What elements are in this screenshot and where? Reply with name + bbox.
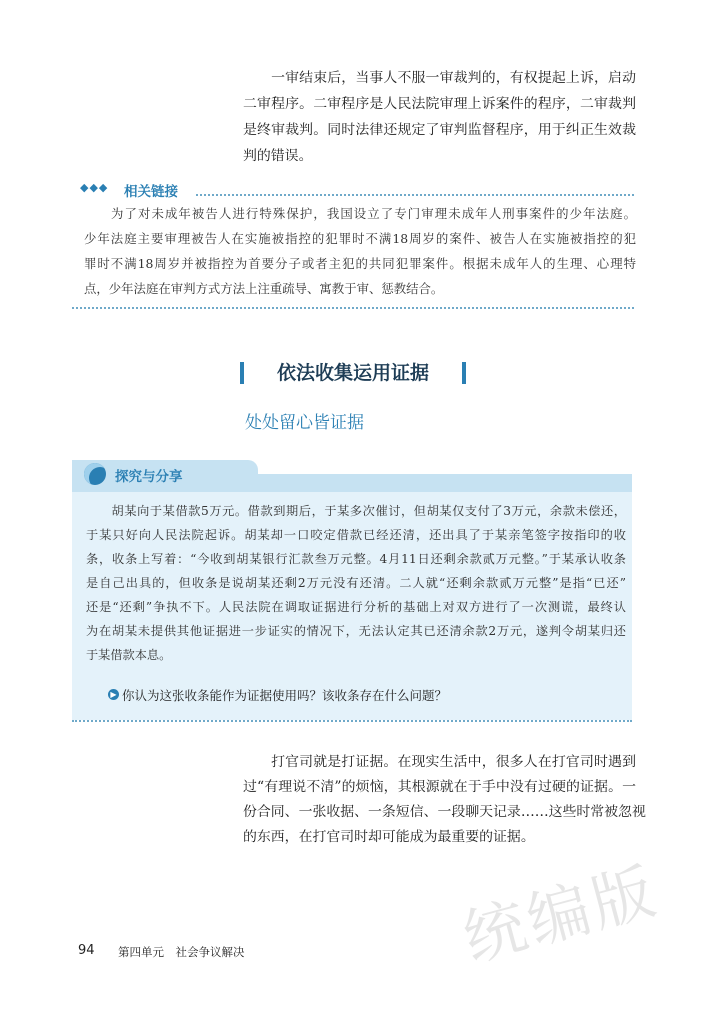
section-title: 依法收集运用证据 <box>276 362 429 384</box>
text-line: 为在胡某未提供其他证据进一步证实的情况下，无法认定其已还清余款2万元，遂判令胡某归还 <box>86 624 626 638</box>
section-heading <box>240 358 466 388</box>
related-link-title: 相关链接 <box>124 184 178 200</box>
unit-title: 第四单元 社会争议解决 <box>118 945 245 959</box>
text-line: 二审程序。二审程序是人民法院审理上诉案件的程序，二审裁判 <box>243 96 636 112</box>
divider <box>196 194 634 196</box>
text-line: 胡某向于某借款5万元。借款到期后，于某多次催讨，但胡某仅支付了3万元，余款未偿还， <box>86 504 626 518</box>
text-line: 一审结束后，当事人不服一审裁判的，有权提起上诉，启动 <box>243 70 636 86</box>
text-line: 罪时不满18周岁并被指控为首要分子或者主犯的共同犯罪案件。根据未成年人的生理、心理特 <box>84 256 636 271</box>
bar-right <box>462 362 466 384</box>
question-text: 你认为这张收条能作为证据使用吗？该收条存在什么问题？ <box>122 688 448 703</box>
text-line: 是自己出具的，但收条是说胡某还剩2万元没有还清。二人就“还剩余款贰万元整”是指“已还” <box>86 576 626 590</box>
text-line: 条，收条上写着：“今收到胡某银行汇款叁万元整。4月11日还剩余款贰万元整。”于某承认收条 <box>86 552 626 566</box>
subsection-title: 处处留心皆证据 <box>245 413 364 433</box>
diamond-icons: ◆◆◆ <box>80 181 109 194</box>
page-number: 94 <box>78 943 95 958</box>
text-line: 份合同、一张收据、一条短信、一段聊天记录……这些时常被忽视 <box>243 804 646 820</box>
text-line: 打官司就是打证据。在现实生活中，很多人在打官司时遇到 <box>243 754 636 770</box>
explore-icon <box>84 463 106 485</box>
text-line: 为了对未成年被告人进行特殊保护，我国设立了专门审理未成年人刑事案件的少年法庭。 <box>84 206 636 221</box>
text-line: 的东西，在打官司时却可能成为最重要的证据。 <box>243 829 535 845</box>
arrow-icon: ▶ <box>108 689 119 700</box>
text-line: 还是“还剩”争执不下。人民法院在调取证据进行分析的基础上对双方进行了一次测谎，最终认 <box>86 600 626 614</box>
text-line: 是终审裁判。同时法律还规定了审判监督程序，用于纠正生效裁 <box>243 122 636 138</box>
text-line: 于某借款本息。 <box>86 648 172 662</box>
text-line: 于某只好向人民法院起诉。胡某却一口咬定借款已经还清，还出具了于某亲笔签字按指印的收 <box>86 528 626 542</box>
text-line: 少年法庭主要审理被告人在实施被指控的犯罪时不满18周岁的案件、被告人在实施被指控的犯 <box>84 231 636 246</box>
divider <box>72 307 634 309</box>
text-line: 点，少年法庭在审判方式方法上注重疏导、寓教于审、惩教结合。 <box>84 281 444 296</box>
text-line: 过“有理说不清”的烦恼，其根源就在于手中没有过硬的证据。一 <box>243 779 636 795</box>
divider <box>72 720 632 722</box>
text-line: 判的错误。 <box>243 148 313 164</box>
watermark: 统编版 <box>455 853 666 976</box>
explore-title: 探究与分享 <box>115 469 183 485</box>
